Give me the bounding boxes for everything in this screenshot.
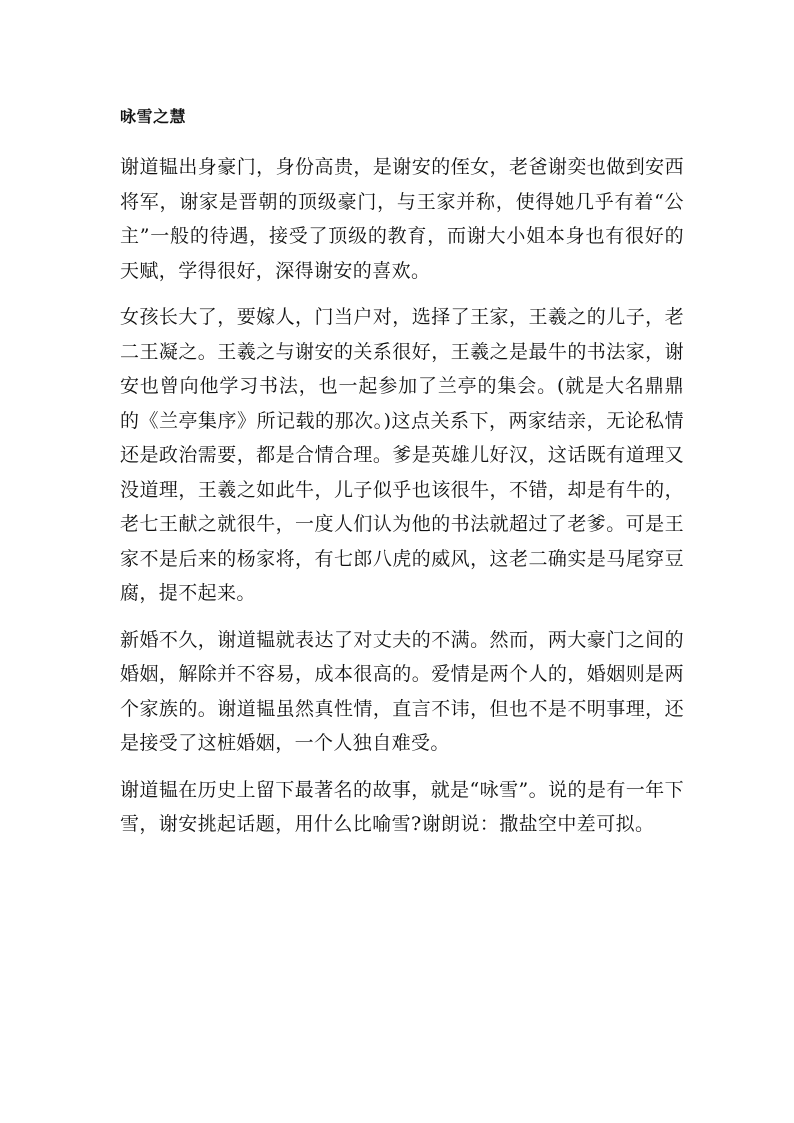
paragraph-2: 女孩长大了，要嫁人，门当户对，选择了王家，王羲之的儿子，老二王凝之。王羲之与谢安的关系很好，王羲之是最牛的书法家，谢安也曾向他学习书法，也一起参加了兰亭的集会。(就是大名鼎鼎的《兰亭集序》所记载的那次。)这点关系下，两家结亲，无论私情还是政治需要，都是合情合理。爹是英雄儿好汉，这话既有道理又没道理，王羲之如此牛，儿子似乎也该很牛，不错，却是有牛的，老七王献之就很牛，一度人们认为他的书法就超过了老爹。可是王家不是后来的杨家将，有七郎八虎的威风，这老二确实是马尾穿豆腐，提不起来。 <box>120 306 684 604</box>
document-body <box>120 102 684 854</box>
paragraph-3: 新婚不久，谢道韫就表达了对丈夫的不满。然而，两大豪门之间的婚姻，解除并不容易，成本很高的。爱情是两个人的，婚姻则是两个家族的。谢道韫虽然真性情，直言不讳，但也不是不明事理，还是接受了这桩婚姻，一个人独自难受。 <box>120 628 684 754</box>
paragraph-1: 谢道韫出身豪门，身份高贵，是谢安的侄女，老爸谢奕也做到安西将军，谢家是晋朝的顶级豪门，与王家并称，使得她几乎有着“公主”一般的待遇，接受了顶级的教育，而谢大小姐本身也有很好的天赋，学得很好，深得谢安的喜欢。 <box>120 156 684 282</box>
document-title: 咏雪之慧 <box>120 107 187 126</box>
paragraph-4: 谢道韫在历史上留下最著名的故事，就是“咏雪”。说的是有一年下雪，谢安挑起话题，用什么比喻雪?谢朗说：撒盐空中差可拟。 <box>120 778 684 835</box>
